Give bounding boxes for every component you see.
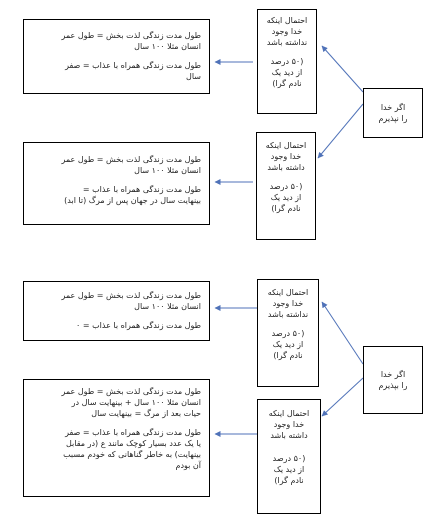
exists-line-1: احتمال اینکه — [266, 16, 308, 25]
exists-line-3: نداشته باشد — [266, 38, 308, 47]
percent-line-3: نادم گرا) — [273, 351, 303, 360]
torment-line-2: بینهایت سال در جهان پس از مرگ (تا ابد) — [64, 196, 201, 205]
condition-line-2: را بپذیرم — [378, 381, 408, 390]
torment-line-1: طول مدت زندگی همراه با عذاب = — [82, 185, 201, 194]
result-box-bottom-lower — [23, 379, 210, 497]
possibility-box-top-lower — [256, 132, 316, 240]
torment-line-2: سال — [186, 72, 201, 81]
result-box-top-upper — [23, 19, 210, 94]
percent-line-2: از دید یک — [272, 340, 304, 349]
exists-line-2: خدا وجود — [271, 27, 303, 36]
arrow-bottom-condition-to-lower — [322, 378, 363, 416]
torment-line-3: بینهایت) به خاطر گناهانی که خودم مسبب — [63, 450, 201, 459]
pleasure-line-2: انسان مثلا ۱۰۰ سال — [134, 166, 201, 175]
exists-line-2: خدا وجود — [272, 299, 304, 308]
percent-line-3: نادم گرا) — [272, 79, 302, 88]
percent-line-3: نادم گرا) — [274, 476, 304, 485]
pleasure-line-1: طول مدت زندگی لذت بخش = طول عمر — [61, 31, 201, 40]
possibility-box-bottom-lower — [257, 399, 321, 514]
result-box-top-lower — [23, 142, 210, 225]
percent-line-1: (۵۰ درصد — [272, 454, 306, 463]
condition-box-bottom — [363, 346, 423, 414]
pleasure-line-1: طول مدت زندگی لذت بخش = طول عمر — [61, 291, 201, 300]
torment-line-4: آن بودم — [175, 461, 201, 470]
exists-line-3: داشته باشد — [267, 163, 305, 172]
percent-line-1: (۵۰ درصد — [270, 57, 304, 66]
arrow-top-condition-to-upper — [322, 46, 363, 92]
pleasure-line-1: طول مدت زندگی لذت بخش = طول عمر — [61, 387, 201, 396]
torment-line-2: یا یک عدد بسیار کوچک مانند ع (در مقابل — [66, 439, 201, 448]
pleasure-line-2: انسان مثلا ۱۰۰ سال + بینهایت سال در — [71, 398, 201, 407]
torment-line-1: طول مدت زندگی همراه با عذاب = ۰ — [76, 321, 201, 330]
percent-line-2: از دید یک — [270, 193, 302, 202]
pleasure-line-2: انسان مثلا ۱۰۰ سال — [134, 42, 201, 51]
condition-line-1: اگر خدا — [380, 103, 406, 112]
percent-line-1: (۵۰ درصد — [269, 182, 303, 191]
condition-line-2: را نپذیرم — [378, 114, 408, 123]
percent-line-2: از دید یک — [273, 465, 305, 474]
percent-line-2: از دید یک — [271, 68, 303, 77]
condition-line-1: اگر خدا — [380, 370, 406, 379]
pleasure-line-1: طول مدت زندگی لذت بخش = طول عمر — [61, 155, 201, 164]
pleasure-line-3: حیات بعد از مرگ = بینهایت سال — [91, 409, 201, 418]
result-box-bottom-upper — [23, 281, 210, 341]
exists-line-2: خدا وجود — [270, 152, 302, 161]
exists-line-3: داشته باشد — [270, 431, 308, 440]
exists-line-3: نداشته باشد — [267, 310, 309, 319]
exists-line-1: احتمال اینکه — [265, 141, 307, 150]
pleasure-line-2: انسان مثلا ۱۰۰ سال — [134, 302, 201, 311]
possibility-box-bottom-upper — [257, 279, 319, 387]
arrow-bottom-condition-to-upper — [322, 302, 363, 364]
possibility-box-top-upper — [257, 9, 317, 114]
percent-line-3: نادم گرا) — [271, 204, 301, 213]
exists-line-2: خدا وجود — [273, 420, 305, 429]
torment-line-1: طول مدت زندگی همراه با عذاب = صفر — [65, 428, 201, 437]
exists-line-1: احتمال اینکه — [267, 288, 309, 297]
exists-line-1: احتمال اینکه — [268, 409, 310, 418]
condition-box-top — [363, 88, 423, 138]
percent-line-1: (۵۰ درصد — [271, 329, 305, 338]
arrow-top-condition-to-lower — [318, 104, 363, 158]
torment-line-1: طول مدت زندگی همراه با عذاب = صفر — [65, 61, 201, 70]
